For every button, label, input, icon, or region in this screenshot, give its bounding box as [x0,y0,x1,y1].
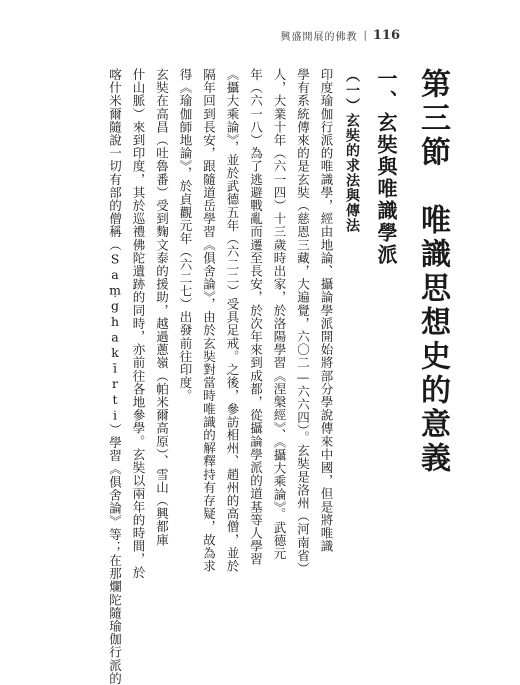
body-column: 人，大業十年（六一四）十三歲時出家，於洛陽學習《涅槃經》、《攝大乘論》。武德元 [272,68,287,561]
body-column: 印度瑜伽行派的唯識學，經由地論、攝論學派開始將部分學說傳來中國，但是將唯識 [319,68,334,553]
body-column: 得《瑜伽師地論》，於貞觀元年（六二七）出發前往印度。 [178,68,193,403]
body-column: 年（六一八）為了逃避戰亂而遷至長安，於次年來到成都，從攝論學派的道基等人學習 [248,68,264,566]
body-column: 喀什米爾隨說一切有部的僧稱（Saṃghakīrti）學習《俱舍論》等；在那爛陀隨瑜伽行派的 [107,68,123,685]
body-column: 什山脈）來到印度，其於巡禮佛陀遺跡的同時，亦前往各地參學。玄奘以兩年的時間，於 [131,68,146,579]
subsection-title: （一）玄奘的求法與傳法 [344,68,360,233]
book-title: 興盛開展的佛教 [280,32,358,43]
body-column: 隔年回到長安，跟隨道岳學習《俱舍論》，由於玄奘對當時唯識的解釋持有存疑，故為求 [201,68,217,573]
body-column: 玄奘在高昌（吐魯番）受到麴文泰的援助，越過蔥嶺（帕米爾高原）、雪山（興都庫 [154,68,170,547]
vertical-text-page [101,68,450,685]
running-header [280,28,400,43]
header-divider: | [363,30,367,41]
section-title: 一、玄奘與唯識學派 [374,68,398,266]
page-number: 116 [372,28,400,43]
body-column: 《攝大乘論》，並於武德五年（六二二）受具足戒。之後，參訪相州、趙州的高僧，並於 [225,68,240,573]
chapter-title: 第三節 唯識思想史的意義 [415,68,450,476]
body-column: 學有系統傳來的是玄奘（慈恩三藏，大遍覺，六〇二—六六四）。玄奘是洛州（河南省） [295,68,311,576]
